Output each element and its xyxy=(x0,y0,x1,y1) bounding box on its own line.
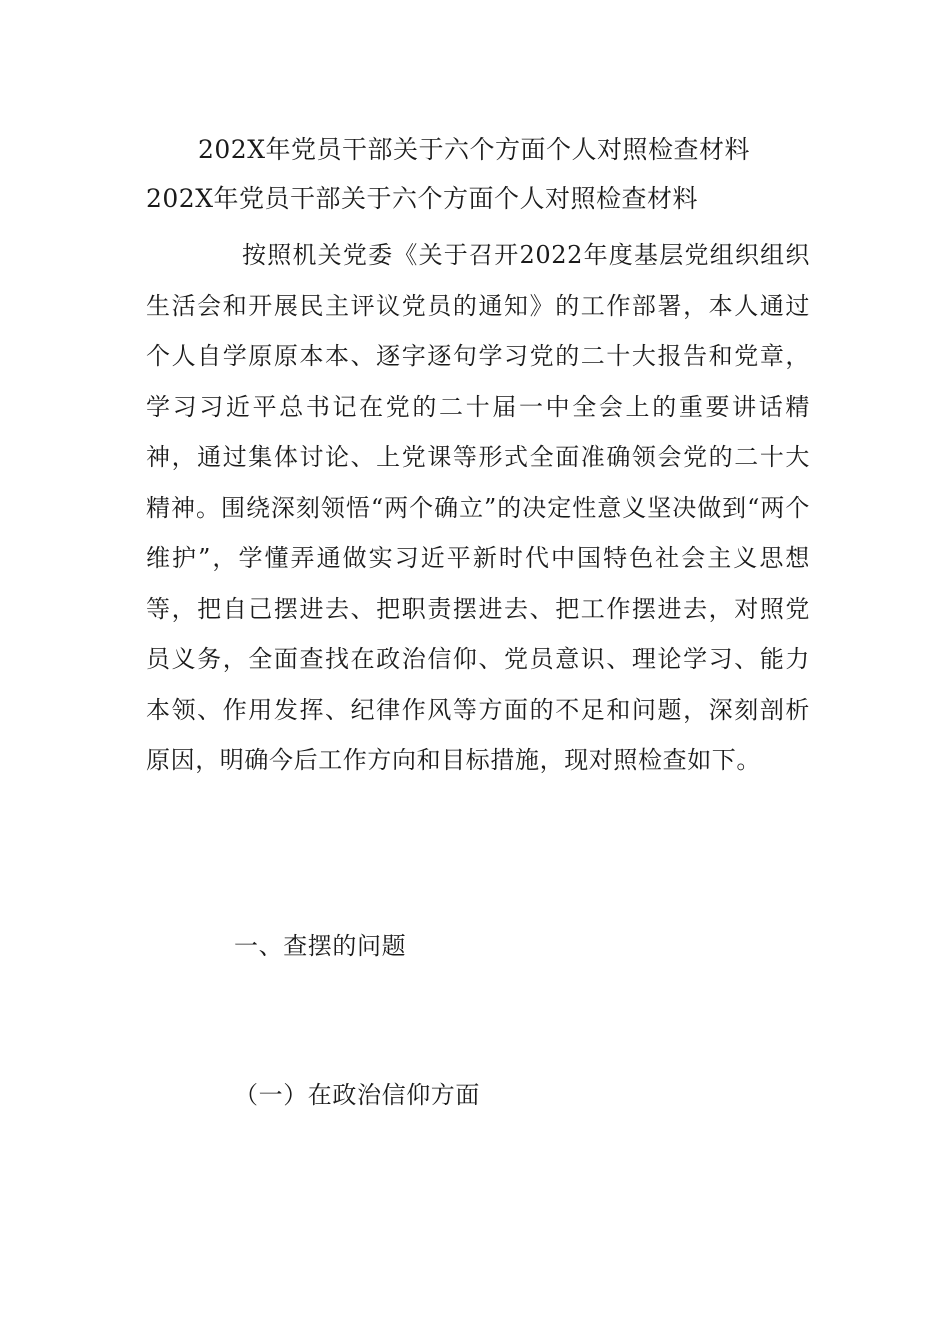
intro-paragraph: 按照机关党委《关于召开2022年度基层党组织组织生活会和开展民主评议党员的通知》的工作部署，本人通过个人自学原原本本、逐字逐句学习党的二十大报告和党章，学习习近平总书记在党的二十届一中全会上的重要讲话精神，通过集体讨论、上党课等形式全面准确领会党的二十大精神。围绕深刻领悟“两个确立”的决定性意义坚决做到“两个维护”，学懂弄通做实习近平新时代中国特色社会主义思想等，把自己摆进去、把职责摆进去、把工作摆进去，对照党员义务，全面查找在政治信仰、党员意识、理论学习、能力本领、作用发挥、纪律作风等方面的不足和问题，深刻剖析原因，明确今后工作方向和目标措施，现对照检查如下。 xyxy=(146,241,810,774)
document-title: 202X年党员干部关于六个方面个人对照检查材料 xyxy=(198,135,751,164)
section-heading-problems: 一、查摆的问题 xyxy=(234,932,407,960)
subsection-heading-political-belief: （一）在政治信仰方面 xyxy=(234,1081,480,1109)
document-title-repeat: 202X年党员干部关于六个方面个人对照检查材料 xyxy=(146,184,699,213)
